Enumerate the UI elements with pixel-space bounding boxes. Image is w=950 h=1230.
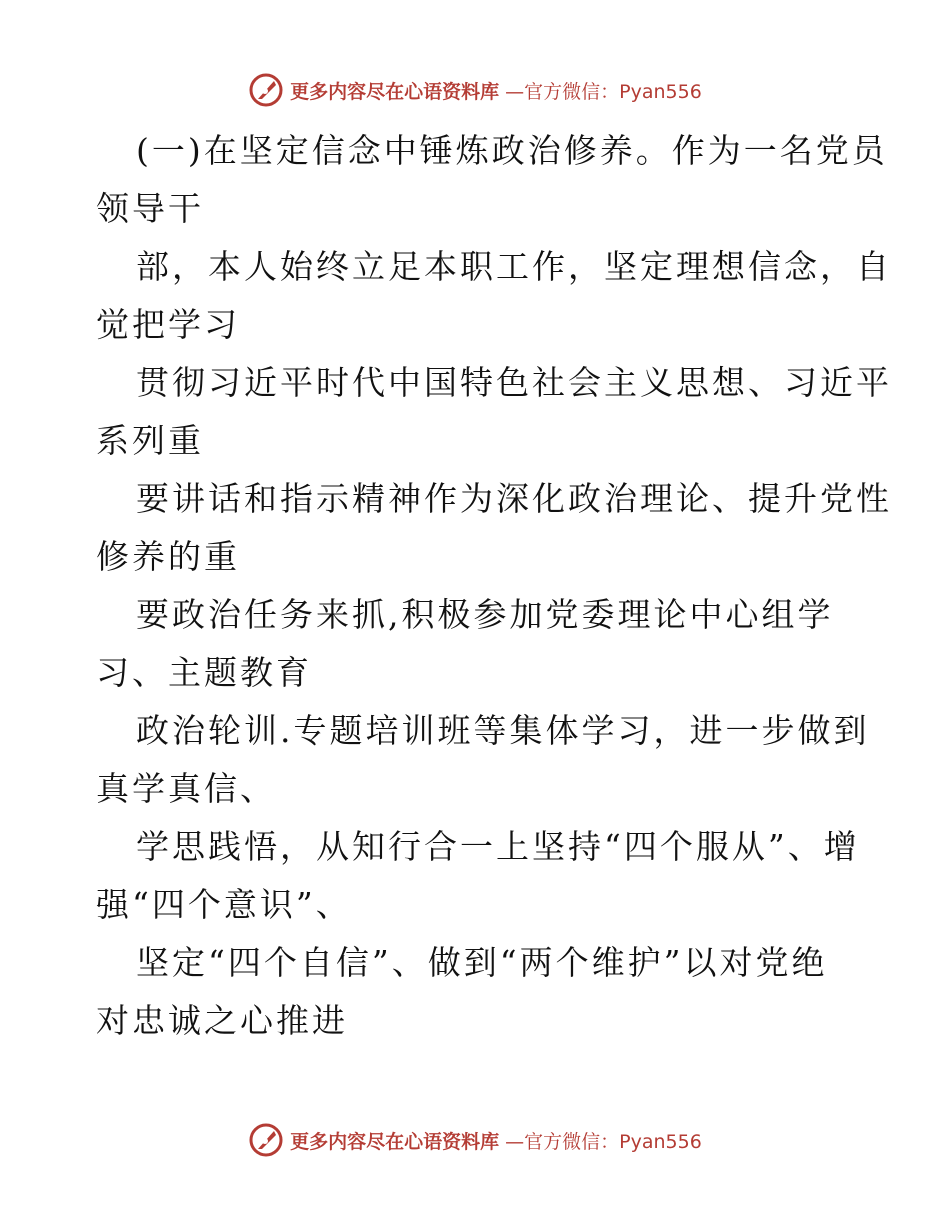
body-line: 习、主题教育 — [96, 653, 312, 692]
footer-banner — [0, 1120, 950, 1160]
body-line: 坚定“四个自信”、做到“两个维护”以对党绝 — [136, 943, 828, 982]
quill-logo-icon — [248, 72, 284, 108]
body-line: 强“四个意识”、 — [96, 885, 352, 924]
footer-site-text: 更多内容尽在心语资料库 — [290, 1130, 500, 1153]
footer-wechat-text: —官方微信：Pyan556 — [505, 1130, 702, 1153]
body-line: 学思践悟，从知行合一上坚持“四个服从”、增 — [136, 827, 860, 866]
header-banner — [0, 70, 950, 110]
body-line: 要讲话和指示精神作为深化政治理论、提升党性 — [136, 479, 892, 518]
body-line: 政治轮训.专题培训班等集体学习，进一步做到 — [136, 711, 870, 750]
body-line: 贯彻习近平时代中国特色社会主义思想、习近平 — [136, 363, 892, 402]
body-line: 部，本人始终立足本职工作，坚定理想信念，自 — [136, 247, 892, 286]
quill-logo-icon — [248, 1122, 284, 1158]
body-line: 对忠诚之心推进 — [96, 1001, 348, 1040]
body-line: (一)在坚定信念中锤炼政治修养。作为一名党员 — [136, 131, 888, 170]
body-line: 修养的重 — [96, 537, 240, 576]
body-line: 真学真信、 — [96, 769, 276, 808]
body-line: 觉把学习 — [96, 305, 240, 344]
body-line: 要政治任务来抓,积极参加党委理论中心组学 — [136, 595, 834, 634]
header-site-text: 更多内容尽在心语资料库 — [290, 80, 500, 103]
document-body — [96, 122, 892, 1050]
header-wechat-text: —官方微信：Pyan556 — [505, 80, 702, 103]
body-line: 领导干 — [96, 189, 204, 228]
body-line: 系列重 — [96, 421, 204, 460]
